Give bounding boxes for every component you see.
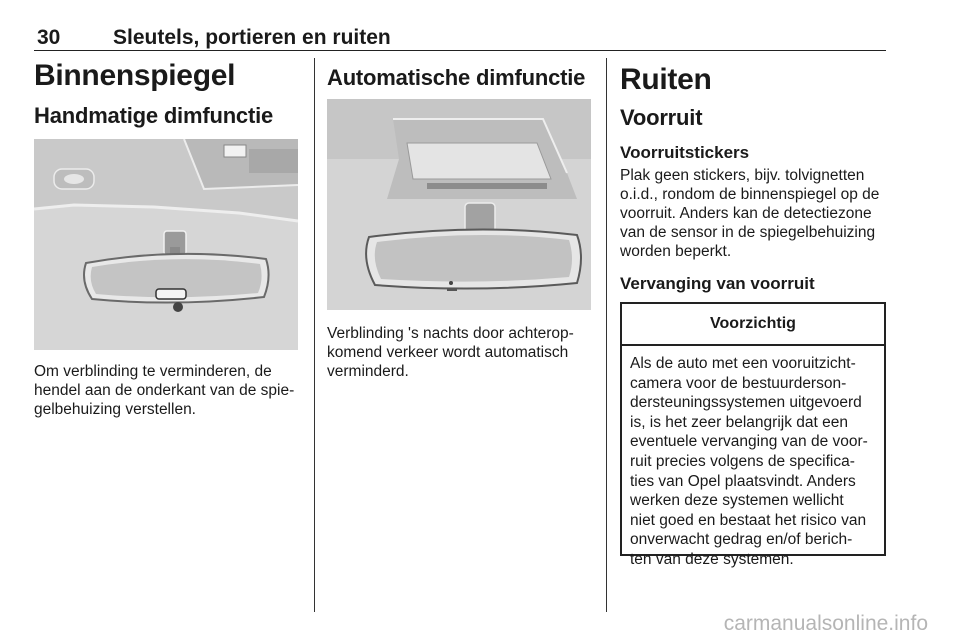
caution-text: Als de auto met een vooruitzicht- camera voor de bestuurderson- dersteuningssystemen uitgevoerd is, is het zeer belangrijk dat een eventuele vervanging van de voor- ruit precies volgens de specifica- ties van Opel plaatsvindt. Anders werken deze systemen wellicht niet goed en bestaat het risico van onverwacht gedrag en/of berich- ten van deze systemen. <box>630 355 868 568</box>
page-number: 30 <box>37 26 61 49</box>
paragraph-manual-dim: Om verblinding te verminderen, de hendel aan de onderkant van de spie- gelbehuizing verstellen. <box>34 363 295 418</box>
column-1 <box>34 58 304 130</box>
heading-voorruitstickers: Voorruitstickers <box>620 143 750 162</box>
section-title-ruiten: Ruiten <box>620 63 712 96</box>
caution-box <box>620 302 886 568</box>
watermark: carmanualsonline.info <box>723 612 928 635</box>
subsection-title-voorruit: Voorruit <box>620 105 703 130</box>
header-rule <box>34 50 886 51</box>
auto-mirror-illustration <box>327 99 591 310</box>
figure-auto-mirror <box>327 99 591 310</box>
subsection-title-handmatige: Handmatige dimfunctie <box>34 103 274 128</box>
heading-vervanging-voorruit: Vervanging van voorruit <box>620 274 815 293</box>
manual-mirror-illustration <box>34 139 298 350</box>
figure-manual-mirror <box>34 139 298 350</box>
column-2 <box>327 58 597 92</box>
paragraph-stickers: Plak geen stickers, bijv. tolvignetten o.i.d., rondom de binnenspiegel op de voorruit. Anders kan de detectiezone van de sensor in de spiegelbehuizing worden beperkt. <box>620 167 880 260</box>
section-title-automatische: Automatische dimfunctie <box>327 65 586 90</box>
paragraph-auto-dim: Verblinding 's nachts door achterop- komend verkeer wordt automatisch verminderd. <box>327 325 574 380</box>
section-title-binnenspiegel: Binnenspiegel <box>34 59 236 92</box>
caution-title: Voorzichtig <box>622 304 884 346</box>
running-title: Sleutels, portieren en ruiten <box>113 26 391 49</box>
column-3 <box>620 58 890 295</box>
column-divider-1 <box>314 58 315 612</box>
column-divider-2 <box>606 58 607 612</box>
